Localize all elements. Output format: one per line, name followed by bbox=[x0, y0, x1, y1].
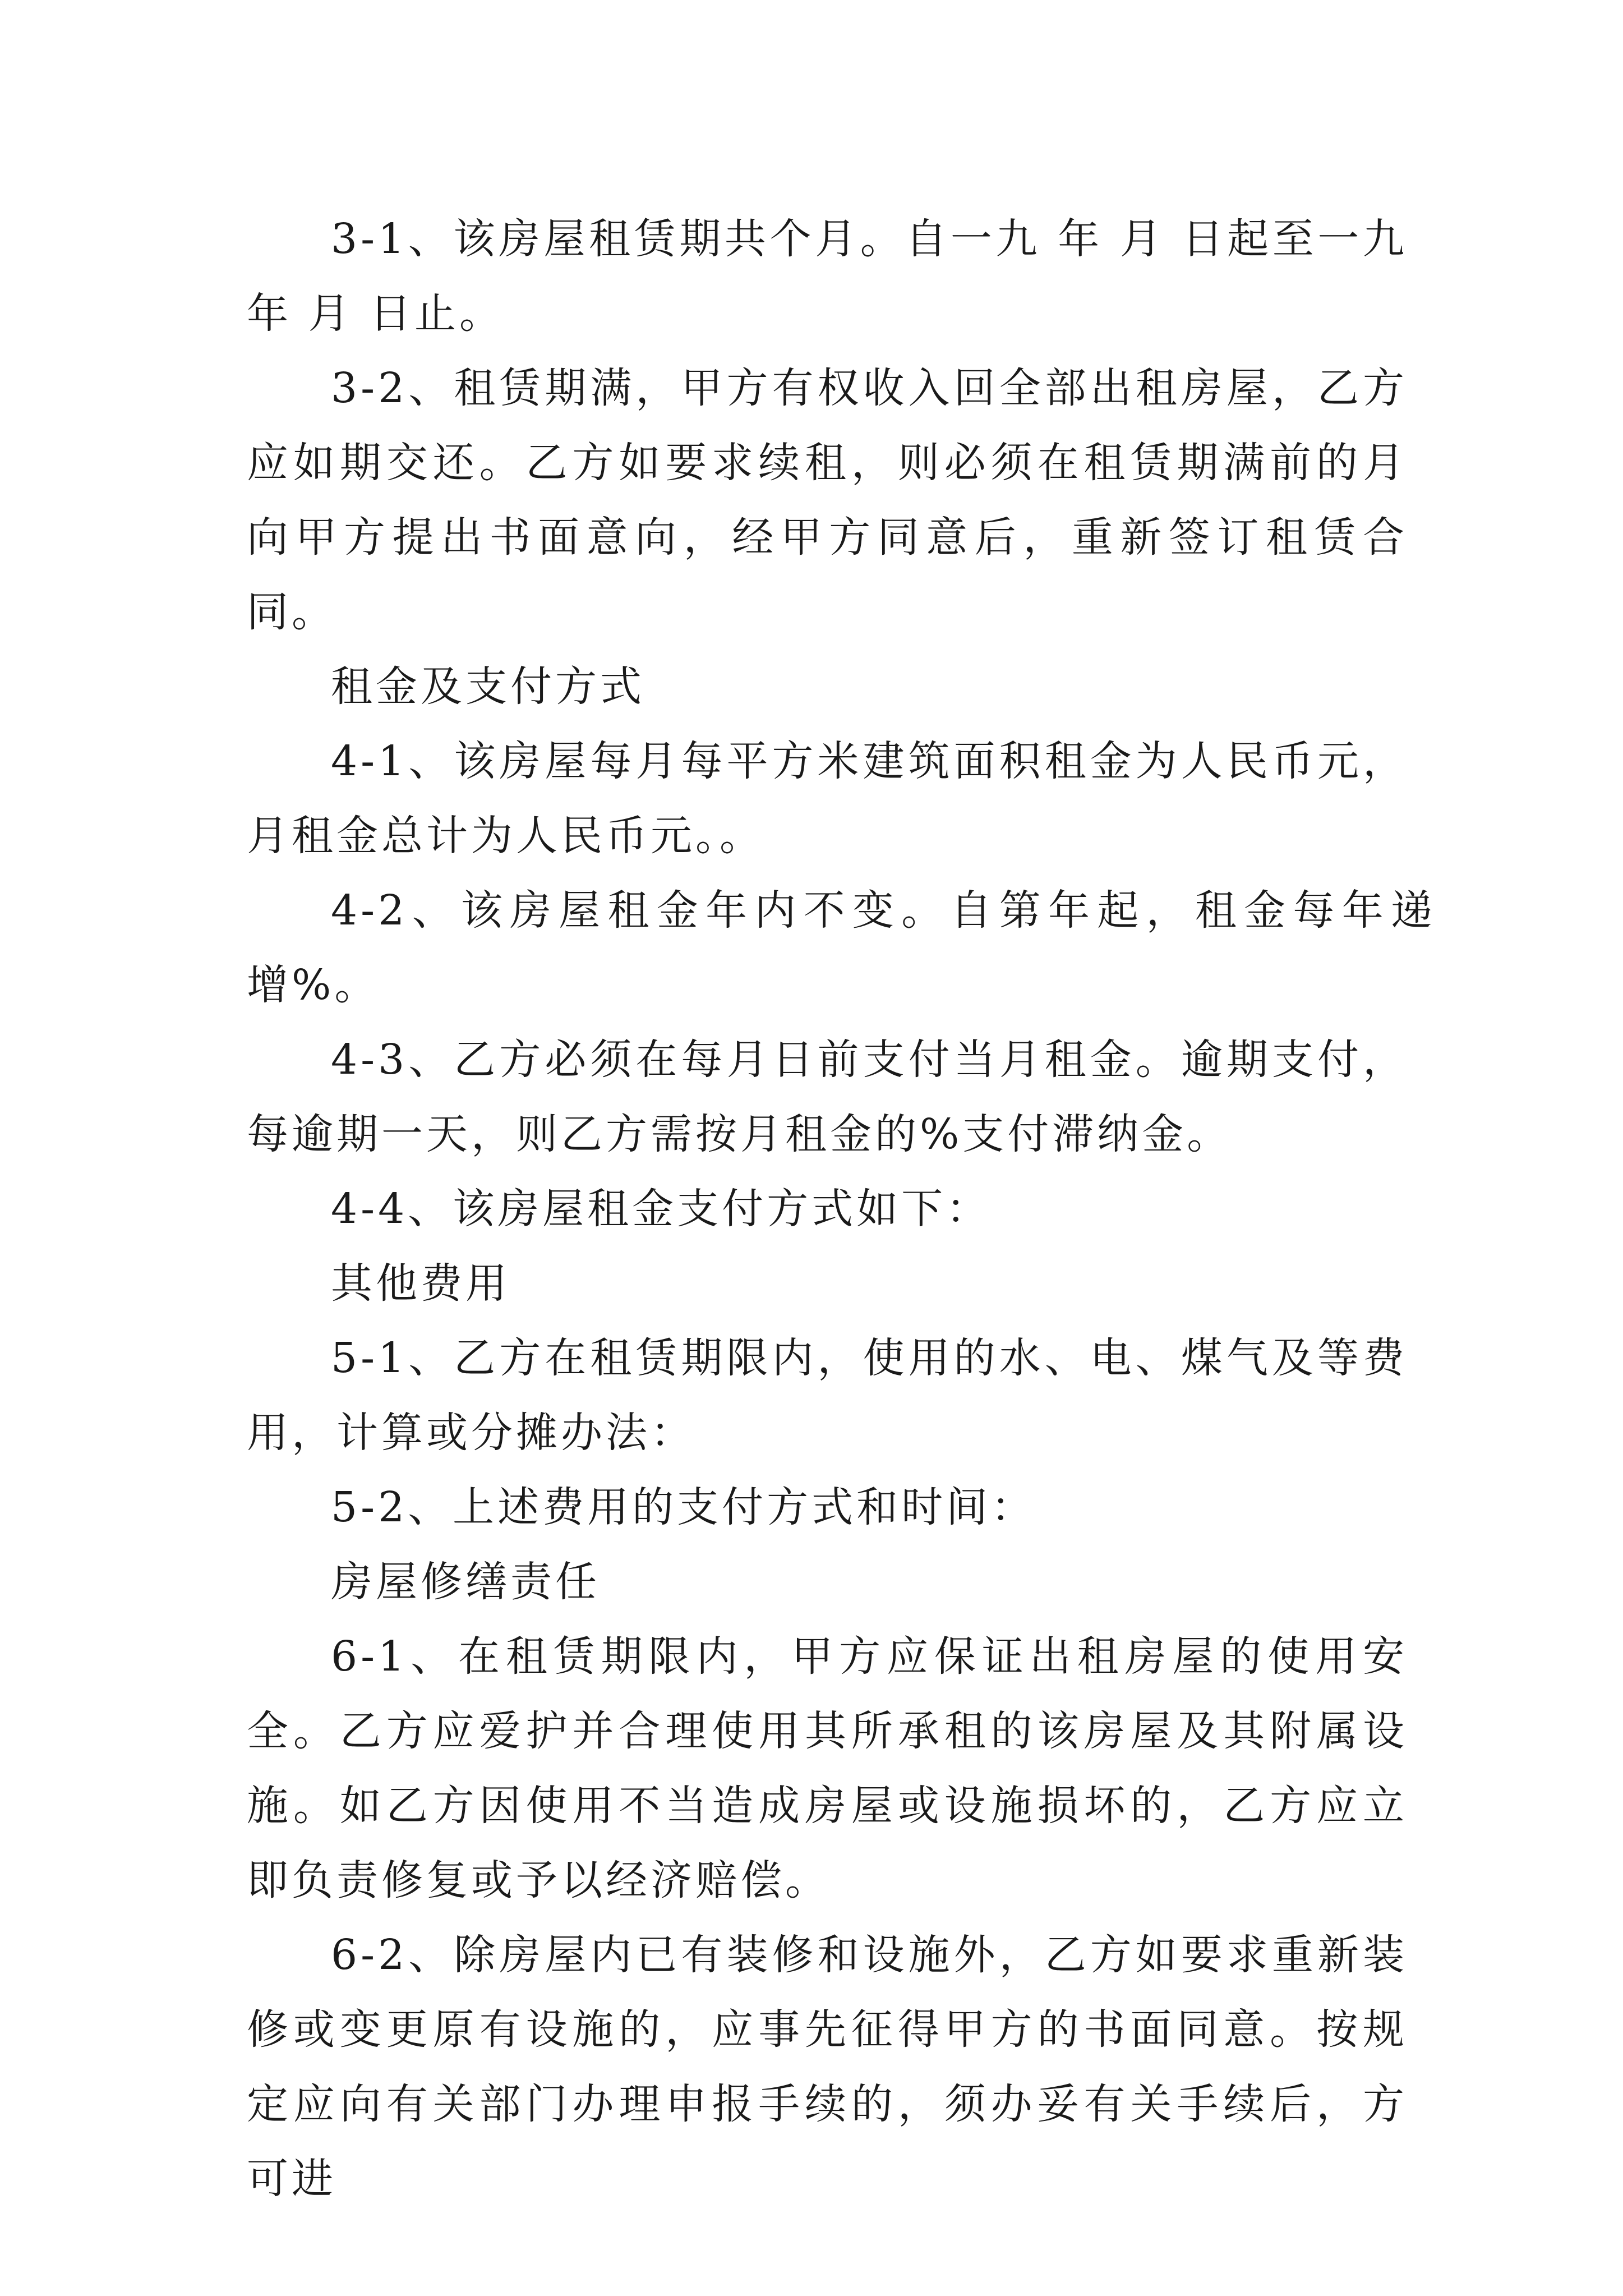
section-heading-rent-payment: 租金及支付方式 bbox=[331, 662, 645, 711]
clause-3-2: 3-2、租赁期满，甲方有权收入回全部出租房屋，乙方应如期交还。乙方如要求续租，则必须在租赁期满前的月向甲方提出书面意向，经甲方同意后，重新签订租赁合同。 bbox=[247, 364, 1408, 636]
clause-6-2: 6-2、除房屋内已有装修和设施外，乙方如要求重新装修或变更原有设施的，应事先征得甲方的书面同意。按规定应向有关部门办理申报手续的，须办妥有关手续后，方可进 bbox=[247, 1931, 1408, 2203]
section-heading-repair-responsibility: 房屋修缮责任 bbox=[331, 1558, 600, 1606]
clause-5-1: 5-1、乙方在租赁期限内，使用的水、电、煤气及等费用，计算或分摊办法： bbox=[247, 1334, 1408, 1457]
clause-5-2: 5-2、上述费用的支付方式和时间： bbox=[331, 1483, 1036, 1531]
clause-4-4: 4-4、该房屋租金支付方式如下： bbox=[331, 1185, 992, 1233]
clause-3-1: 3-1、该房屋租赁期共个月。自一九 年 月 日起至一九年 月 日止。 bbox=[247, 215, 1408, 338]
clause-4-3: 4-3、乙方必须在每月日前支付当月租金。逾期支付，每逾期一天，则乙方需按月租金的%支付滞纳金。 bbox=[247, 1036, 1408, 1158]
clause-6-1: 6-1、在租赁期限内，甲方应保证出租房屋的使用安全。乙方应爱护并合理使用其所承租的该房屋及其附属设施。如乙方因使用不当造成房屋或设施损坏的，乙方应立即负责修复或予以经济赔偿。 bbox=[247, 1632, 1408, 1904]
clause-4-2: 4-2、该房屋租金年内不变。自第年起，租金每年递增%。 bbox=[247, 886, 1436, 1009]
clause-4-1: 4-1、该房屋每月每平方米建筑面积租金为人民币元，月租金总计为人民币元。。 bbox=[247, 737, 1408, 860]
section-heading-other-fees: 其他费用 bbox=[331, 1259, 510, 1308]
document-body bbox=[247, 202, 1436, 2216]
